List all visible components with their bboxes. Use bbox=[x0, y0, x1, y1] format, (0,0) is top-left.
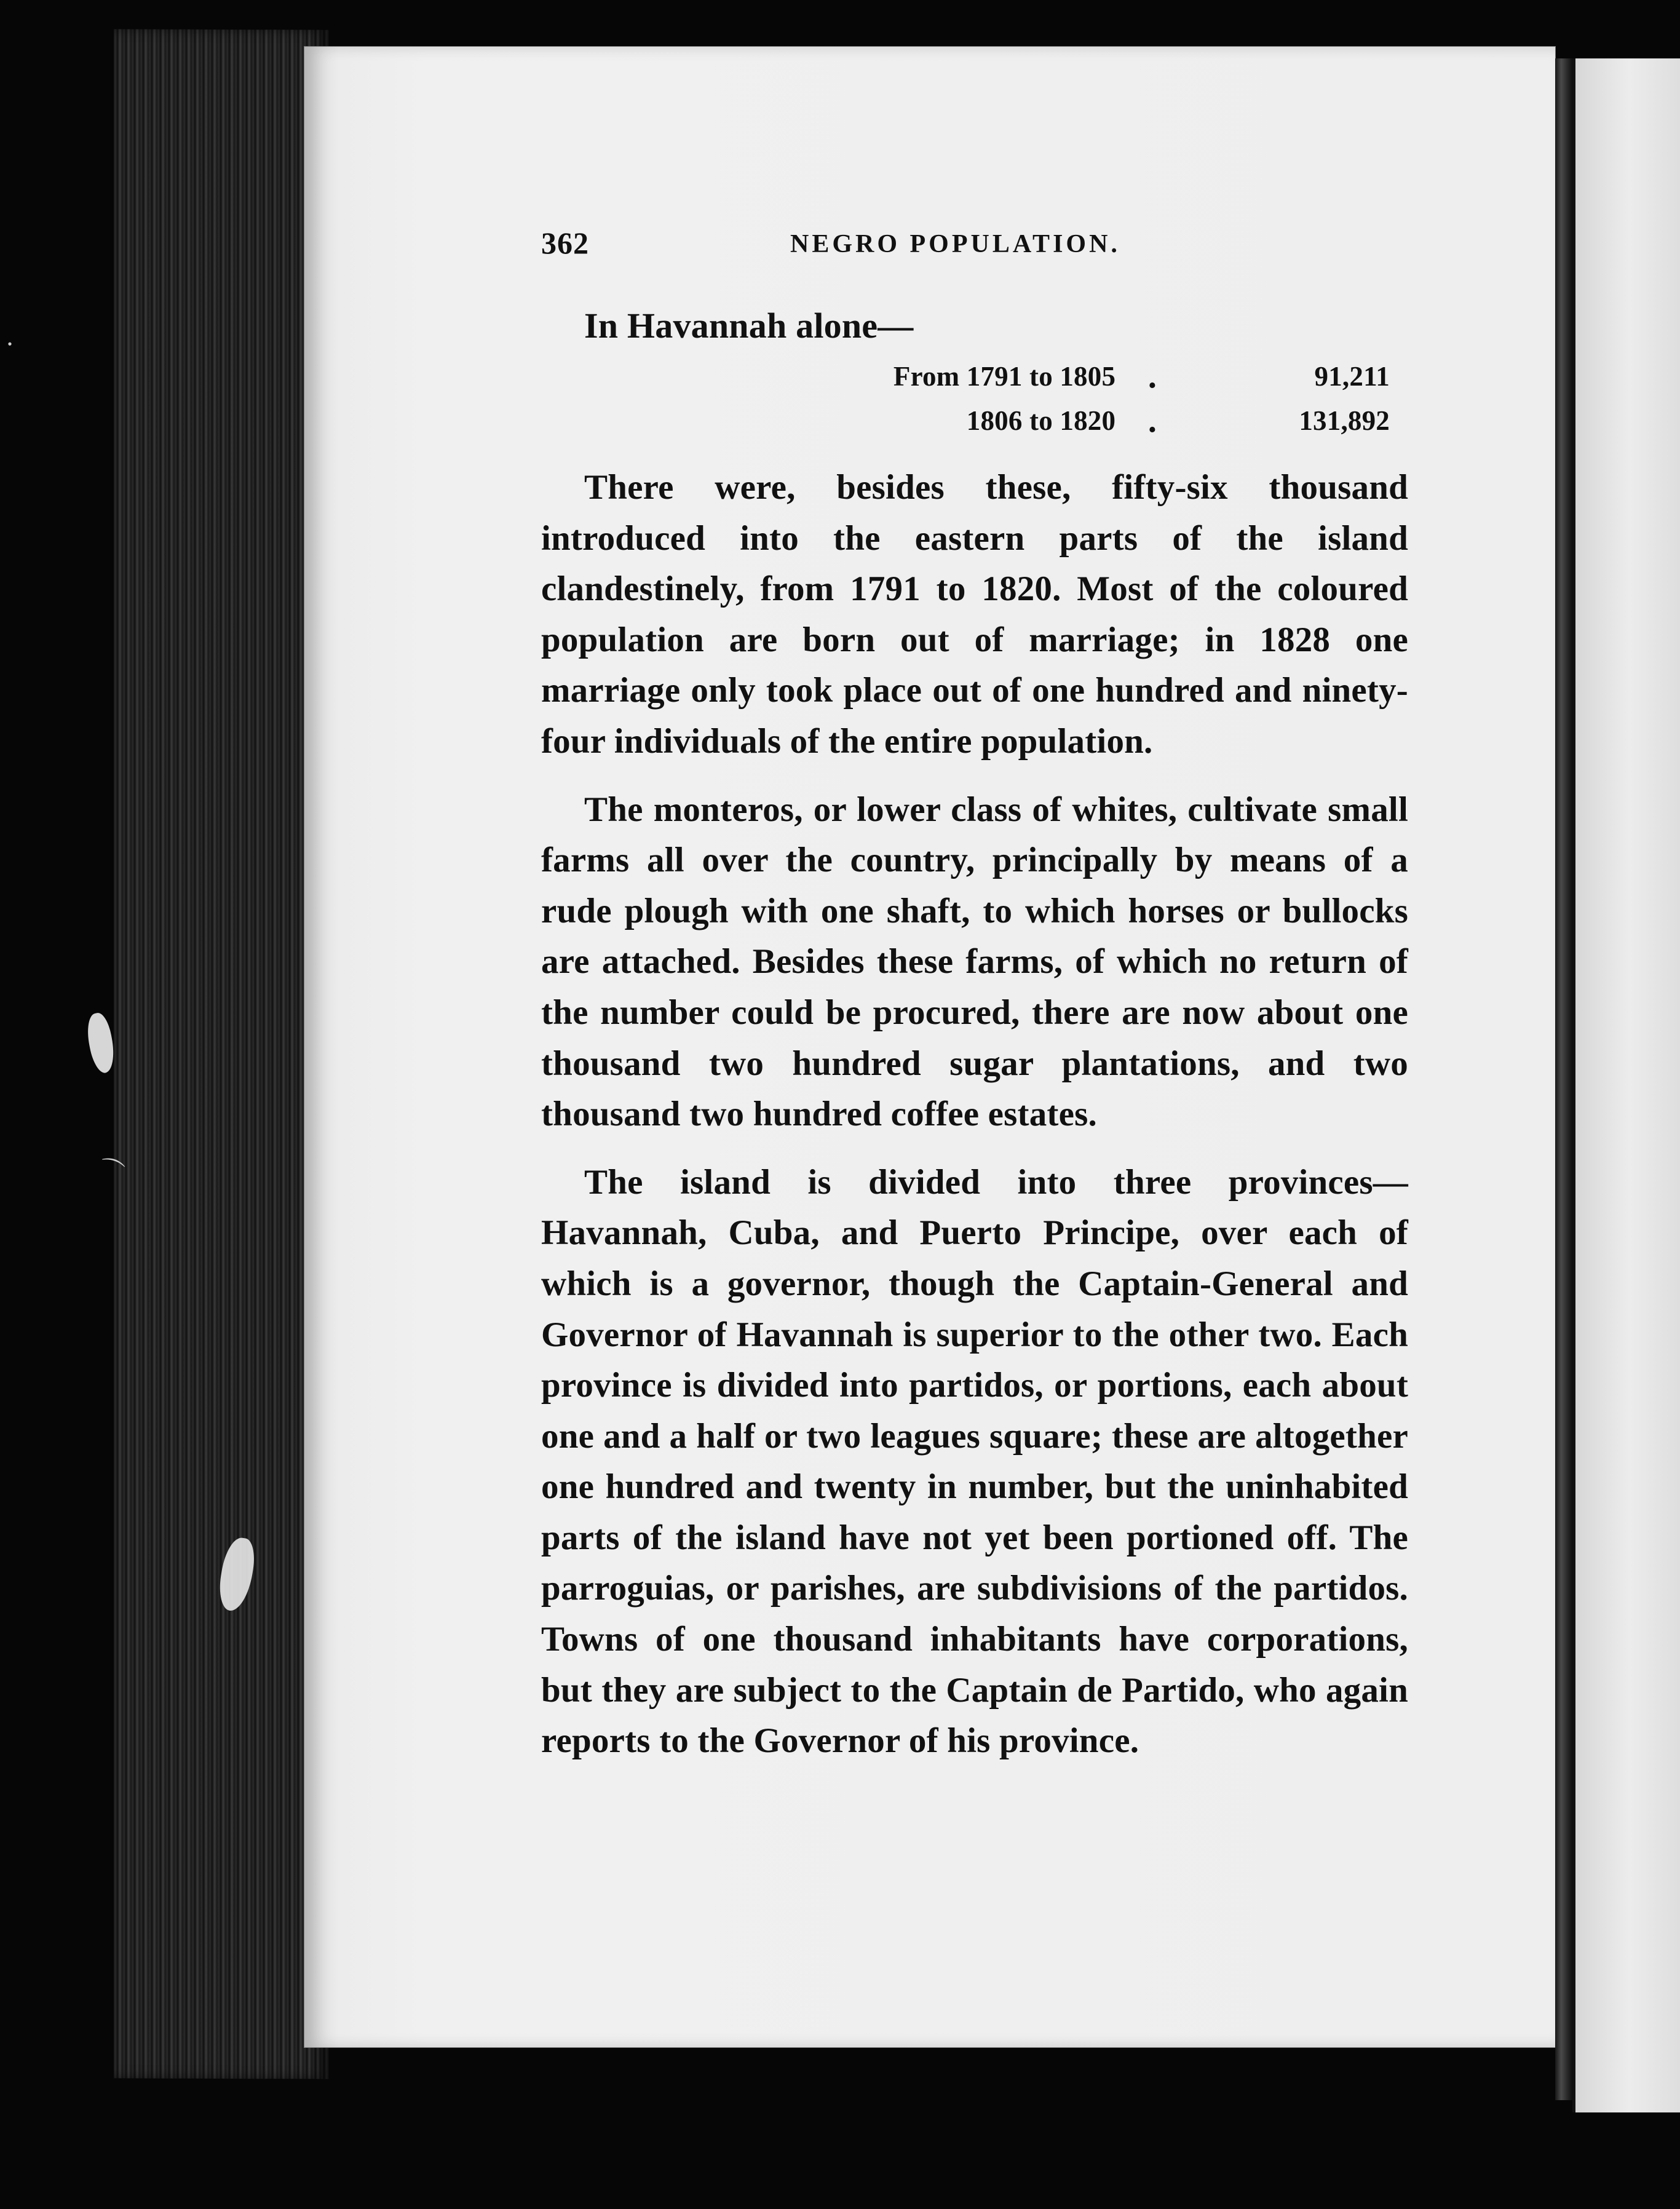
table-row bbox=[701, 399, 1390, 443]
paragraph: The monteros, or lower class of whites, cultivate small farms all over the country, principally by means of a rude plough with one shaft, to which horses or bullocks are attached. Besides these farms, of which no return of the number could be procured, there are now about one thousand two hundred sugar plantations, and two thousand two hundred coffee estates. bbox=[541, 790, 1408, 1134]
separator-dot: . bbox=[1147, 402, 1157, 440]
scan-mark: · bbox=[1, 330, 20, 359]
separator-dot: . bbox=[1147, 357, 1157, 395]
population-value: 91,211 bbox=[1314, 361, 1390, 392]
table-row bbox=[701, 354, 1390, 399]
paragraph: The island is divided into three provinces— Havannah, Cuba, and Puerto Principe, over each of which is a governor, though the Captain-General and Governor of Havannah is superior to the other two. Each province is divided into partidos, or portions, each about one and a half or two leagues square; these are altogether one hundred and twenty in number, but the uninhabited parts of the island have not yet been portioned off. The parroguias, or parishes, are subdivisions of the partidos. Towns of one thousand inhabitants have corporations, but they are subject to the Captain de Partido, who again reports to the Governor of his province. bbox=[541, 1162, 1408, 1761]
running-header bbox=[541, 224, 1408, 267]
population-value: 131,892 bbox=[1299, 405, 1390, 436]
population-table bbox=[701, 354, 1390, 443]
paragraph: There were, besides these, fifty-six thousand introduced into the eastern parts of the island clandestinely, from 1791 to 1820. Most of the coloured population are born out of marriage; in 1828 one marriage only took place out of one hundred and ninety-four individuals of the entire population. bbox=[541, 468, 1408, 761]
scan-mark: ⌒ bbox=[94, 1154, 127, 1189]
date-range: 1806 to 1820 bbox=[966, 405, 1116, 436]
havannah-intro: In Havannah alone— bbox=[584, 306, 914, 346]
scan-speck bbox=[84, 1011, 118, 1074]
date-range: From 1791 to 1805 bbox=[893, 361, 1116, 392]
page-text bbox=[541, 224, 1408, 1767]
page-number: 362 bbox=[541, 226, 589, 260]
next-page-edge bbox=[1572, 58, 1680, 2112]
page-header-title: NEGRO POPULATION. bbox=[790, 230, 1120, 258]
book-spine bbox=[1555, 58, 1572, 2100]
left-page-edges bbox=[114, 29, 329, 2079]
